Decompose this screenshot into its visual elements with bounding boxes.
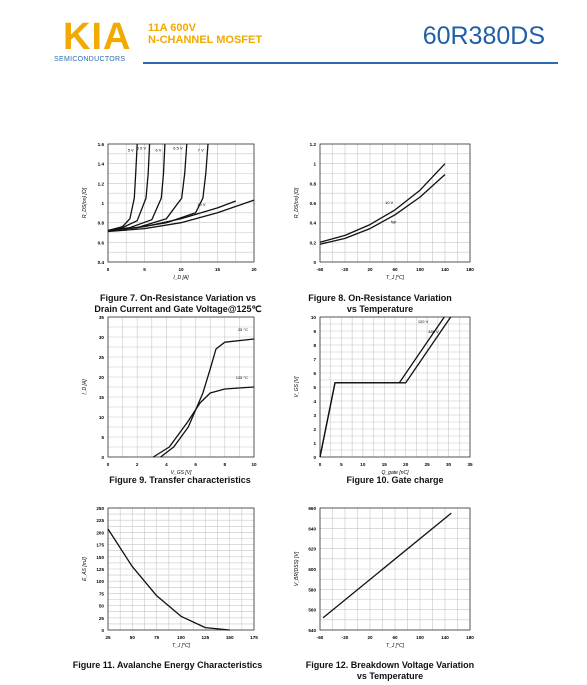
y-tick-label: 1	[313, 161, 316, 167]
x-tick-label: 60	[392, 267, 398, 272]
y-tick-label: 600	[308, 567, 316, 572]
y-tick-label: 4	[313, 399, 316, 404]
x-tick-label: 35	[467, 462, 473, 467]
series-label: 25 °C	[237, 327, 248, 332]
y-axis-label: R_DS(on) [Ω]	[294, 187, 300, 219]
series-line	[108, 144, 150, 231]
x-axis-label: T_J [°C]	[171, 643, 191, 649]
series-label: typ	[391, 218, 397, 224]
x-axis-label: Q_gate [nC]	[381, 470, 409, 476]
x-tick-label: 25	[424, 462, 430, 467]
y-tick-label: 1.2	[97, 181, 104, 187]
series-line	[108, 144, 137, 231]
x-tick-label: 10	[178, 267, 184, 272]
series-line	[108, 144, 208, 231]
x-tick-label: 60	[392, 635, 398, 640]
x-axis-label: T_J [°C]	[385, 275, 405, 281]
x-axis-label: V_GS [V]	[170, 470, 192, 476]
x-tick-label: -20	[341, 267, 349, 272]
y-tick-label: 620	[308, 546, 316, 552]
x-tick-label: 0	[318, 462, 322, 467]
x-tick-label: 10	[251, 462, 257, 467]
y-tick-label: 0	[313, 260, 316, 265]
figure-12-caption	[290, 660, 490, 682]
y-tick-label: 560	[308, 607, 316, 613]
y-tick-label: 3	[313, 413, 316, 418]
figure-8-caption-line2: vs Temperature	[346, 304, 414, 314]
x-tick-label: 180	[466, 267, 474, 272]
figure-7-caption-line1: Figure 7. On-Resistance Variation vs	[99, 293, 257, 303]
y-tick-label: 2	[313, 427, 316, 432]
x-tick-label: 20	[403, 462, 409, 467]
y-tick-label: 0.4	[97, 260, 104, 265]
figure-8-caption	[290, 293, 470, 315]
y-tick-label: 1.4	[97, 161, 104, 167]
y-tick-label: 640	[308, 526, 316, 532]
y-tick-label: 0.8	[97, 220, 104, 226]
chart-fig12-breakdown-voltage	[290, 502, 490, 654]
y-axis-label: V_BR(DSS) [V]	[294, 551, 300, 587]
y-tick-label: 25	[98, 615, 104, 621]
y-axis-label: V_GS [V]	[294, 376, 300, 398]
figure-11-caption-text: Figure 11. Avalanche Energy Characteristics	[72, 660, 263, 670]
y-tick-label: 0.2	[309, 240, 316, 246]
x-tick-label: 20	[251, 267, 257, 272]
y-tick-label: 30	[98, 335, 104, 340]
y-tick-label: 35	[98, 315, 104, 320]
y-tick-label: 10	[98, 415, 104, 420]
y-tick-label: 1	[101, 201, 104, 206]
x-tick-label: 100	[416, 635, 424, 640]
company-logo-subtitle: SEMICONDUCTORS	[54, 56, 126, 63]
y-tick-label: 250	[96, 506, 104, 511]
y-tick-label: 15	[98, 395, 104, 400]
x-tick-label: 140	[441, 267, 449, 272]
y-tick-label: 0.6	[97, 240, 104, 246]
figure-8-caption-line1: Figure 8. On-Resistance Variation	[308, 293, 452, 303]
series-label: 10 V	[197, 201, 206, 207]
x-tick-label: 2	[135, 462, 139, 467]
series-label: 6.5 V	[173, 145, 183, 151]
device-rating: 11A 600V	[148, 22, 196, 34]
x-tick-label: 0	[106, 267, 110, 272]
part-number: 60R380DS	[422, 22, 545, 50]
y-tick-label: 540	[308, 628, 316, 633]
x-tick-label: 20	[367, 635, 373, 640]
series-label: 120 V	[417, 319, 429, 324]
y-tick-label: 100	[96, 579, 104, 585]
chart-fig8-on-resistance-vs-temp	[290, 138, 490, 288]
chart-fig11-avalanche-energy	[78, 502, 278, 654]
figure-10-caption-text: Figure 10. Gate charge	[346, 475, 444, 485]
y-tick-label: 25	[98, 355, 104, 360]
series-label: 10 V	[385, 199, 394, 205]
x-tick-label: 75	[154, 635, 160, 640]
y-tick-label: 660	[308, 506, 316, 511]
chart-fig9-transfer	[78, 311, 278, 476]
x-tick-label: 100	[177, 635, 185, 640]
y-axis-label: R_DS(on) [Ω]	[82, 187, 88, 219]
x-tick-label: 5	[143, 267, 146, 272]
x-axis-label: T_J [°C]	[385, 643, 405, 649]
y-tick-label: 200	[96, 530, 104, 536]
y-tick-label: 5	[313, 385, 316, 390]
x-tick-label: 50	[129, 635, 135, 640]
company-logo: KIA	[63, 16, 132, 58]
series-label: 480 V	[428, 329, 439, 334]
chart-fig10-gate-charge	[290, 311, 490, 476]
x-tick-label: 150	[225, 635, 234, 640]
x-tick-label: 20	[367, 267, 373, 272]
series-line	[153, 387, 254, 457]
x-tick-label: -60	[316, 635, 324, 640]
x-tick-label: -20	[341, 635, 349, 640]
device-type: N-CHANNEL MOSFET	[148, 34, 263, 46]
x-tick-label: 140	[441, 635, 449, 640]
figure-9-caption	[90, 475, 270, 486]
x-tick-label: 0	[106, 462, 110, 467]
x-tick-label: 125	[201, 635, 210, 640]
series-label: 125 °C	[235, 375, 248, 380]
y-tick-label: 75	[98, 591, 104, 597]
y-tick-label: 580	[308, 587, 316, 593]
figure-9-caption-text: Figure 9. Transfer characteristics	[109, 475, 251, 485]
y-tick-label: 7	[313, 357, 316, 362]
series-line	[323, 513, 451, 618]
figure-7-caption-line2: Drain Current and Gate Voltage@125℃	[94, 304, 262, 314]
y-tick-label: 0.6	[309, 201, 316, 206]
x-tick-label: 10	[360, 462, 366, 467]
x-tick-label: 15	[214, 267, 221, 272]
y-tick-label: 9	[313, 329, 316, 334]
y-tick-label: 125	[96, 567, 104, 572]
figure-11-caption	[55, 660, 280, 671]
y-tick-label: 1.2	[309, 142, 316, 147]
y-tick-label: 20	[98, 375, 104, 380]
figure-12-caption-line1: Figure 12. Breakdown Voltage Variation	[305, 660, 475, 670]
x-tick-label: 30	[446, 462, 452, 467]
y-tick-label: 1.6	[97, 142, 104, 147]
series-label: 5 V	[127, 147, 134, 153]
series-label: 5.5 V	[136, 145, 147, 151]
y-tick-label: 6	[313, 371, 316, 376]
x-tick-label: 4	[165, 462, 168, 467]
y-tick-label: 5	[101, 435, 104, 440]
y-tick-label: 225	[96, 518, 104, 524]
y-axis-label: I_D [A]	[82, 379, 88, 395]
series-label: 7 V	[197, 147, 204, 153]
figure-10-caption	[305, 475, 485, 486]
x-tick-label: 180	[466, 635, 474, 640]
figure-7-caption	[68, 293, 288, 315]
x-tick-label: 25	[105, 635, 111, 640]
y-tick-label: 10	[310, 315, 316, 320]
x-tick-label: 8	[223, 462, 227, 467]
y-tick-label: 0	[101, 455, 104, 460]
chart-fig7-on-resistance-vs-current	[78, 138, 278, 288]
y-tick-label: 0.4	[309, 220, 316, 226]
y-tick-label: 0.8	[309, 181, 316, 187]
y-axis-label: E_AS [mJ]	[82, 557, 88, 581]
figure-12-caption-line2: vs Temperature	[356, 671, 424, 681]
y-tick-label: 175	[96, 542, 104, 548]
series-label: 6 V	[155, 147, 162, 153]
x-axis-label: I_D [A]	[173, 275, 189, 281]
y-tick-label: 0	[313, 455, 316, 460]
y-tick-label: 8	[313, 343, 316, 348]
x-tick-label: 6	[194, 462, 197, 467]
x-tick-label: -60	[316, 267, 324, 272]
x-tick-label: 5	[340, 462, 343, 467]
y-tick-label: 1	[313, 441, 316, 446]
x-tick-label: 175	[250, 635, 258, 640]
x-tick-label: 100	[416, 267, 424, 272]
header-divider	[143, 62, 558, 64]
x-tick-label: 15	[381, 462, 387, 467]
y-tick-label: 50	[98, 603, 104, 609]
y-tick-label: 0	[101, 628, 104, 633]
y-tick-label: 150	[96, 554, 104, 560]
